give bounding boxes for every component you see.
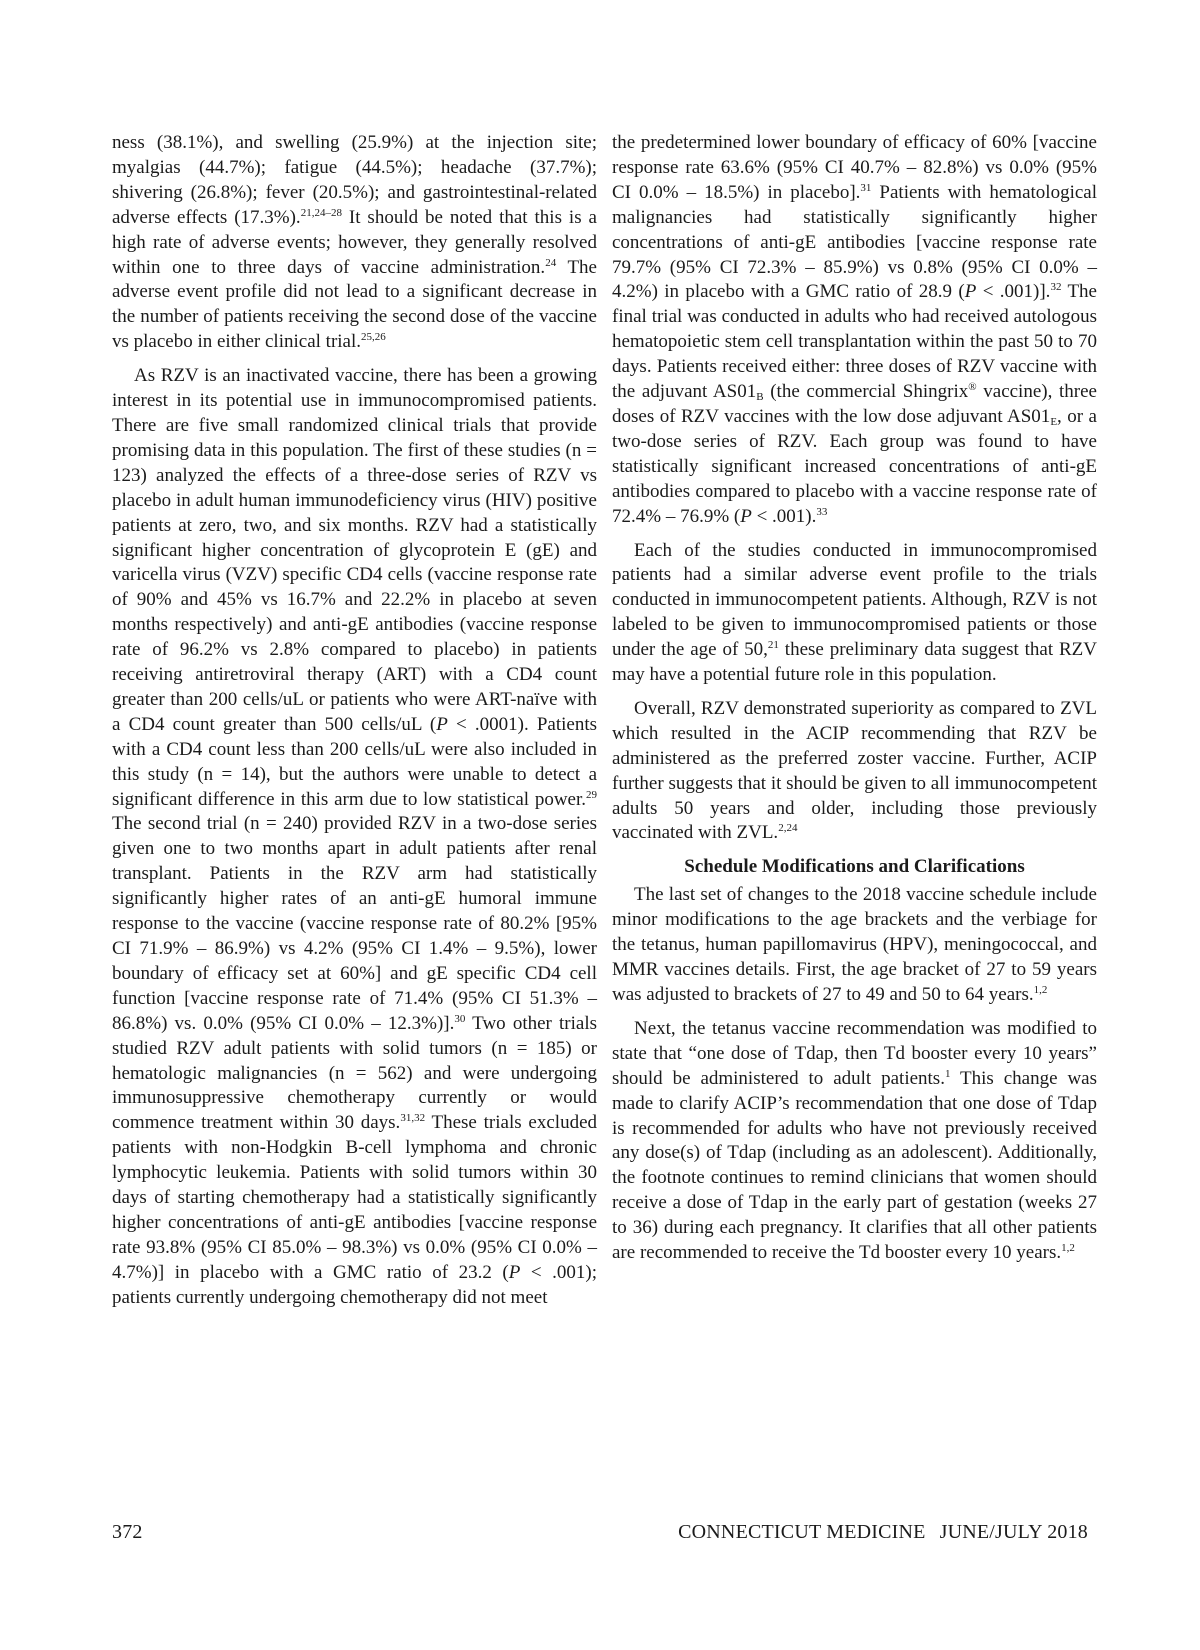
issue-date: JUNE/JULY 2018	[939, 1521, 1088, 1543]
running-footer	[678, 1521, 1088, 1544]
paragraph: As RZV is an inactivated vaccine, there has been a growing interest in its potential use in immunocompromised patients. There are five small randomized clinical trials that provide promising data in this population. The first of these studies (n = 123) analyzed the effects of a three-dose series of RZV vs placebo in adult human immunodeficiency virus (HIV) positive patients at zero, two, and six months. RZV had a statistically significant higher concentration of glycoprotein E (gE) and varicella virus (VZV) specific CD4 cells (vaccine response rate of 90% and 45% vs 16.7% and 22.2% in placebo at seven months respectively) and anti-gE antibodies (vaccine response rate of 96.2% vs 2.8% compared to placebo) in patients receiving antiretroviral therapy (ART) with a CD4 count greater than 200 cells/uL or patients who were ART-naïve with a CD4 count greater than 500 cells/uL (P < .0001). Patients with a CD4 count less than 200 cells/uL were also included in this study (n = 14), but the authors were unable to detect a significant difference in this arm due to low statistical power.$^{29}$ The second trial (n = 240) provided RZV in a two-dose series given one to two months apart in adult patients after renal transplant. Patients in the RZV arm had statistically significantly higher rates of an anti-gE humoral immune response to the vaccine (vaccine response rate of 80.2% [95% CI 71.9% – 86.9%) vs 4.2% (95% CI 1.4% – 9.5%), lower boundary of efficacy set at 60%] and gE specific CD4 cell function [vaccine response rate of 71.4% (95% CI 51.3% – 86.8%) vs. 0.0% (95% CI 0.0% – 12.3%)].$^{30}$ Two other trials studied RZV adult patients with solid tumors (n = 185) or hematologic malignancies (n = 562) and were undergoing immunosuppressive chemotherapy currently or would commence treatment within 30 days.$^{31,32}$ These trials excluded patients with non-Hodgkin B-cell lymphoma and chronic lymphocytic leukemia. Patients with solid tumors within 30 days of starting chemotherapy had a statistically significantly higher concentrations of anti-gE antibodies [vaccine response rate 93.8% (95% CI 85.0% – 98.3%) vs 0.0% (95% CI 0.0% – 4.7%)] in placebo with a GMC ratio of 23.2 (P < .001); patients currently undergoing chemotherapy did not meet	[112, 365, 598, 1308]
superscript: 31,32	[400, 1112, 426, 1125]
superscript: 21	[767, 639, 779, 652]
right-column	[612, 131, 1097, 1275]
paragraph: the predetermined lower boundary of efficacy of 60% [vaccine response rate 63.6% (95% CI 40.7% – 82.8%) vs 0.0% (95% CI 0.0% – 18.5%) in placebo].$^{31}$ Patients with hematological malignancies had statistically significantly higher concentrations of anti-gE antibodies [vaccine response rate 79.7% (95% CI 72.3% – 85.9%) vs 0.8% (95% CI 0.0% – 4.2%) in placebo with a GMC ratio of 28.9 (P < .001)].$^{32}$ The final trial was conducted in adults who had received autologous hematopoietic stem cell transplantation within the past 50 to 70 days. Patients received either: three doses of RZV vaccine with the adjuvant $AS01_B$ (the commercial Shingrix® vaccine), three doses of RZV vaccines with the low dose adjuvant $AS01_E$, or a two-dose series of RZV. Each group was found to have statistically significant increased concentrations of anti-gE antibodies compared to placebo with a vaccine response rate of 72.4% – 76.9% (P < .001).$^{33}$	[612, 132, 1097, 527]
superscript: 1,2	[1033, 984, 1048, 996]
italic-text: P	[508, 1261, 521, 1283]
left-column	[112, 131, 597, 1320]
superscript: 21,24–28	[300, 206, 342, 219]
section-heading: Schedule Modifications and Clarifications	[684, 856, 1025, 878]
paragraph: Each of the studies conducted in immunocompromised patients had a similar adverse event profile to the trials conducted in immunocompetent patients. Although, RZV is not labeled to be given to immunocompromised patients or those under the age of 50,21 these preliminary data suggest that RZV may have a potential future role in this population.	[612, 539, 1097, 686]
superscript: 2,24	[778, 822, 798, 835]
superscript: 30	[454, 1012, 466, 1025]
paragraph: Overall, RZV demonstrated superiority as compared to ZVL which resulted in the ACIP recommending that RZV be administered as the preferred zoster vaccine. Further, ACIP further suggests that it should be given to all immunocompetent adults 50 years and older, including those previously vaccinated with ZVL.$^{2,24}$	[612, 697, 1097, 844]
superscript: 32	[1050, 281, 1062, 294]
page-number: 372	[112, 1521, 143, 1543]
superscript: ®	[968, 381, 977, 394]
superscript: 33	[816, 505, 828, 518]
italic-text: P	[740, 505, 752, 527]
paragraph: ness (38.1%), and swelling (25.9%) at the injection site; myalgias (44.7%); fatigue (44.5%); headache (37.7%); shivering (26.8%); fever (20.5%); and gastrointestinal-related adverse effects (17.3%).$^{21,24-28}$ It should be noted that this is a high rate of adverse events; however, they generally resolved within one to three days of vaccine administration.$^{24}$ The adverse event profile did not lead to a significant decrease in the number of patients receiving the second dose of the vaccine vs placebo in either clinical trial.$^{25,26}$	[112, 132, 597, 353]
superscript: 29	[586, 788, 597, 801]
superscript: 31	[860, 181, 872, 194]
journal-name: CONNECTICUT MEDICINE	[678, 1521, 926, 1543]
superscript: 1	[944, 1067, 951, 1080]
italic-text: P	[436, 713, 448, 735]
subscript: B	[756, 391, 764, 404]
subscript: E	[1050, 415, 1058, 428]
paragraph: The last set of changes to the 2018 vaccine schedule include minor modifications to the age brackets and the verbiage for the tetanus, human papillomavirus (HPV), meningococcal, and MMR vaccines details. First, the age bracket of 27 to 59 years was adjusted to brackets of 27 to 49 and 50 to 64 years.$^{1,2}$	[612, 884, 1097, 1005]
superscript: 25,26	[361, 331, 386, 344]
italic-text: P	[964, 281, 977, 303]
superscript: 24	[545, 256, 557, 269]
paragraph: Next, the tetanus vaccine recommendation was modified to state that “one dose of Tdap, then Td booster every 10 years” should be administered to adult patients.$^1$ This change was made to clarify ACIP’s recommendation that one dose of Tdap is recommended for adults who have not previously received any dose(s) of Tdap (including as an adolescent). Additionally, the footnote continues to remind clinicians that women should receive a dose of Tdap in the early part of gestation (weeks 27 to 36) during each pregnancy. It clarifies that all other patients are recommended to receive the Td booster every 10 years.$^{1,2}$	[612, 1017, 1097, 1264]
superscript: 1,2	[1061, 1242, 1075, 1255]
